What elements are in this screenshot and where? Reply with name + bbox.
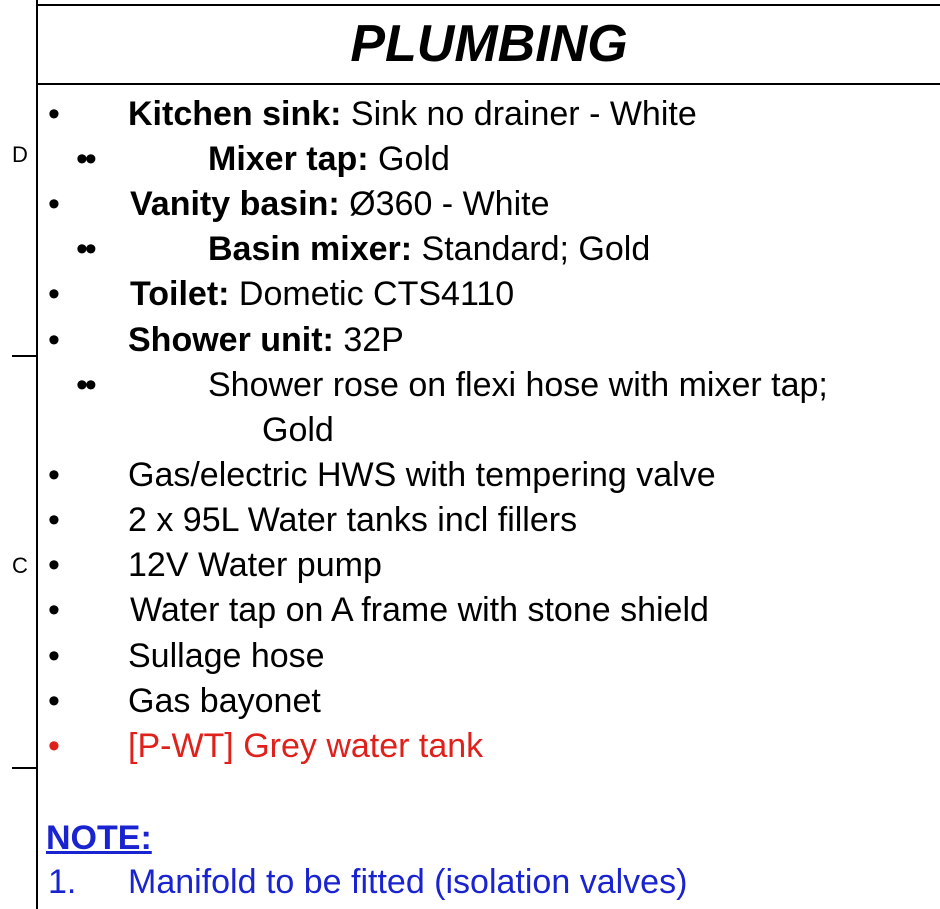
note-heading: NOTE:	[46, 819, 152, 857]
bullet: •	[48, 591, 60, 629]
list-item	[0, 498, 940, 543]
list-item	[0, 92, 940, 137]
item-label: Toilet:	[130, 275, 230, 313]
list-item	[0, 453, 940, 498]
sub-bullet: ••	[76, 140, 94, 178]
list-item	[0, 363, 940, 408]
list-item	[0, 318, 940, 363]
bullet: •	[48, 637, 60, 675]
note-text: Manifold to be fitted (isolation valves)	[128, 863, 688, 901]
title-divider	[36, 83, 940, 85]
item-label: Vanity basin:	[130, 185, 340, 223]
zone-label-d: D	[12, 142, 28, 167]
item-text: Shower rose on flexi hose with mixer tap;	[208, 366, 828, 404]
list-item-highlighted	[0, 724, 940, 769]
frame-top-border	[36, 4, 940, 6]
list-item	[0, 543, 940, 588]
list-item	[0, 182, 940, 227]
item-label: Shower unit:	[128, 321, 334, 359]
item-label: Basin mixer:	[208, 230, 413, 268]
bullet: •	[48, 727, 60, 765]
item-text: 12V Water pump	[128, 546, 382, 584]
bullet: •	[48, 501, 60, 539]
item-text: Sullage hose	[128, 637, 325, 675]
item-text: Gold	[262, 411, 334, 449]
list-item	[0, 272, 940, 317]
sub-bullet: ••	[76, 366, 94, 404]
item-label: Mixer tap:	[208, 140, 369, 178]
list-item	[0, 137, 940, 182]
bullet: •	[48, 682, 60, 720]
bullet: •	[48, 321, 60, 359]
item-text: Standard; Gold	[412, 230, 651, 268]
bullet: •	[48, 546, 60, 584]
item-text: Gold	[368, 140, 450, 178]
item-text: Sink no drainer - White	[341, 95, 697, 133]
bullet: •	[48, 95, 60, 133]
item-text: 32P	[333, 321, 404, 359]
item-text: 2 x 95L Water tanks incl fillers	[128, 501, 578, 539]
bullet: •	[48, 275, 60, 313]
item-text: Gas/electric HWS with tempering valve	[128, 456, 716, 494]
bullet: •	[48, 185, 60, 223]
sub-bullet: ••	[76, 230, 94, 268]
item-text: Gas bayonet	[128, 682, 321, 720]
item-text: Dometic CTS4110	[229, 275, 515, 313]
list-item	[0, 588, 940, 633]
section-title: PLUMBING	[350, 15, 628, 73]
item-text: [P-WT] Grey water tank	[128, 727, 484, 765]
zone-label-c: C	[12, 553, 28, 578]
note-item	[0, 860, 940, 905]
item-text: Ø360 - White	[339, 185, 550, 223]
list-item-continuation	[0, 408, 940, 453]
list-item	[0, 227, 940, 272]
bullet: •	[48, 456, 60, 494]
list-item	[0, 679, 940, 724]
note-number: 1.	[48, 863, 77, 901]
item-label: Kitchen sink:	[128, 95, 342, 133]
list-item	[0, 634, 940, 679]
item-text: Water tap on A frame with stone shield	[130, 591, 709, 629]
